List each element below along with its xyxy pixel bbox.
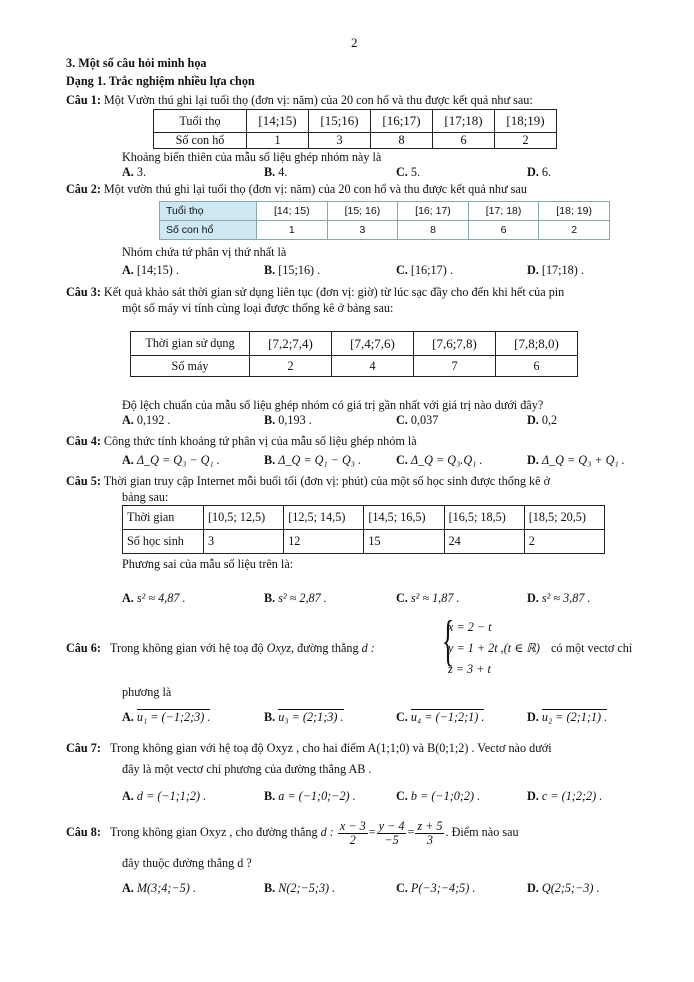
q3-header-time: Thời gian sử dụng xyxy=(131,332,250,356)
q1-option-a[interactable]: A. 3. xyxy=(122,165,147,179)
table-cell: [17;18) xyxy=(433,110,495,133)
table-cell: 1 xyxy=(247,133,309,149)
q4-option-d[interactable]: D. Δ_Q = Q₃ + Q₁ . xyxy=(527,453,625,467)
table-cell: [18; 19) xyxy=(539,202,610,221)
brace-icon: { xyxy=(442,610,455,672)
q1-option-b[interactable]: B. 4. xyxy=(264,165,288,179)
q6-option-c[interactable]: C. u₄ = (−1;2;1) . xyxy=(396,710,485,724)
q3-option-a[interactable]: A. 0,192 . xyxy=(122,413,171,427)
table-cell: 12 xyxy=(284,530,364,554)
table-cell: [10,5; 12,5) xyxy=(204,506,284,530)
q2-stem xyxy=(66,182,527,197)
table-cell: [14;15) xyxy=(247,110,309,133)
q6-option-a[interactable]: A. u₁ = (−1;2;3) . xyxy=(122,710,211,724)
q5-header-count: Số học sinh xyxy=(123,530,204,554)
q2-option-c[interactable]: C. [16;17) . xyxy=(396,263,453,277)
q2-label: Câu 2: xyxy=(66,182,101,196)
q8-line-name: d : xyxy=(320,825,334,839)
q6-option-b[interactable]: B. u₃ = (2;1;3) . xyxy=(264,710,344,724)
q6-stem xyxy=(66,641,375,656)
q8-option-a[interactable]: A. M(3;4;−5) . xyxy=(122,881,196,895)
table-cell: 2 xyxy=(495,133,557,149)
q6-text-line2: phương là xyxy=(122,685,172,699)
table-cell: 3 xyxy=(309,133,371,149)
q2-option-b[interactable]: B. [15;16) . xyxy=(264,263,321,277)
q4-option-c[interactable]: C. Δ_Q = Q₃.Q₁ . xyxy=(396,453,483,467)
q6-text-after: có một vectơ chỉ xyxy=(551,641,633,655)
q1-option-c[interactable]: C. 5. xyxy=(396,165,421,179)
table-cell: [15;16) xyxy=(309,110,371,133)
q6-line-name: d : xyxy=(361,641,375,655)
q2-header-age: Tuổi thọ xyxy=(160,202,257,221)
q3-header-count: Số máy xyxy=(131,356,250,377)
q8-label: Câu 8: xyxy=(66,825,101,839)
q8-fraction-z: $\frac{z + 5}{3}$ xyxy=(417,818,443,847)
q3-text-line2: một số máy vi tính cùng loại được thống kê ở bảng sau: xyxy=(122,301,394,315)
q4-option-a[interactable]: A. Δ_Q = Q₃ − Q₁ . xyxy=(122,453,220,467)
q6-eq2: y = 1 + 2t ,(t ∈ ℝ) xyxy=(448,641,540,655)
q4-label: Câu 4: xyxy=(66,434,101,448)
q8-option-c[interactable]: C. P(−3;−4;5) . xyxy=(396,881,476,895)
q1-text: Một Vườn thú ghi lại tuổi thọ (đơn vị: năm) của 20 con hổ và thu được kết quả như sau: xyxy=(103,93,533,107)
table-cell: 7 xyxy=(414,356,496,377)
table-cell: 15 xyxy=(364,530,444,554)
table-cell: 6 xyxy=(468,221,539,240)
q2-header-count: Số con hổ xyxy=(160,221,257,240)
table-cell: [16;17) xyxy=(371,110,433,133)
q1-label: Câu 1: xyxy=(66,93,101,107)
table-cell: [15; 16) xyxy=(327,202,398,221)
q5-label: Câu 5: xyxy=(66,474,101,488)
q6-eq3: z = 3 + t xyxy=(448,662,491,676)
q2-text: Một vườn thú ghi lại tuổi thọ (đơn vị: năm) của 20 con hổ và thu được kết quả như sau xyxy=(103,182,527,196)
q8-option-b[interactable]: B. N(2;−5;3) . xyxy=(264,881,336,895)
q3-stem xyxy=(66,285,564,300)
table-cell: [14,5; 16,5) xyxy=(364,506,444,530)
q3-option-b[interactable]: B. 0,193 . xyxy=(264,413,312,427)
table-cell: [14; 15) xyxy=(257,202,328,221)
q6-text: Trong không gian với hệ toạ độ xyxy=(110,641,264,655)
q8-fraction-x: $\frac{x - 3}{2}$ xyxy=(339,818,366,847)
q8-fraction-y: $\frac{y - 4}{-5}$ xyxy=(378,818,405,847)
table-cell: 6 xyxy=(433,133,495,149)
q6-option-d[interactable]: D. u₂ = (2;1;1) . xyxy=(527,710,608,724)
q5-text: Thời gian truy cập Internet mỗi buổi tối (đơn vị: phút) của một số học sinh được thống kê ở xyxy=(103,474,551,488)
table-cell: [16,5; 18,5) xyxy=(444,506,524,530)
table-cell: [7,6;7,8) xyxy=(414,332,496,356)
q5-question: Phương sai của mẫu số liệu trên là: xyxy=(122,557,294,571)
q8-text-after: . Điểm nào sau xyxy=(445,825,519,839)
section-title: 3. Một số câu hỏi minh họa xyxy=(66,56,207,70)
table-cell: 4 xyxy=(332,356,414,377)
table-cell: [7,4;7,6) xyxy=(332,332,414,356)
q5-option-b[interactable]: B. s² ≈ 2,87 . xyxy=(264,591,327,605)
table-cell: [7,2;7,4) xyxy=(250,332,332,356)
table-cell: [16; 17) xyxy=(398,202,469,221)
q7-option-b[interactable]: B. a = (−1;0;−2) . xyxy=(264,789,356,803)
q8-option-d[interactable]: D. Q(2;5;−3) . xyxy=(527,881,600,895)
q3-option-d[interactable]: D. 0,2 xyxy=(527,413,558,427)
q5-option-a[interactable]: A. s² ≈ 4,87 . xyxy=(122,591,186,605)
q2-option-d[interactable]: D. [17;18) . xyxy=(527,263,584,277)
q2-table xyxy=(159,201,610,240)
q8-text-line2: đây thuộc đường thẳng d ? xyxy=(122,856,252,870)
table-cell: [18,5; 20,5) xyxy=(524,506,604,530)
q1-table xyxy=(153,109,557,149)
table-cell: 2 xyxy=(524,530,604,554)
q5-table xyxy=(122,505,605,554)
table-cell: [12,5; 14,5) xyxy=(284,506,364,530)
table-cell: 8 xyxy=(371,133,433,149)
q5-option-c[interactable]: C. s² ≈ 1,87 . xyxy=(396,591,460,605)
q1-stem xyxy=(66,93,533,108)
q7-label: Câu 7: xyxy=(66,741,101,755)
q5-stem xyxy=(66,474,550,489)
q2-question: Nhóm chứa tứ phân vị thứ nhất là xyxy=(122,245,287,259)
table-cell: 3 xyxy=(204,530,284,554)
q7-option-a[interactable]: A. d = (−1;1;2) . xyxy=(122,789,207,803)
subsection-title: Dạng 1. Trắc nghiệm nhiều lựa chọn xyxy=(66,74,255,88)
q1-header-count: Số con hổ xyxy=(154,133,247,149)
q6-text-mid: , đường thẳng xyxy=(291,641,359,655)
q7-text: Trong không gian với hệ toạ độ Oxyz , cho hai điểm A(1;1;0) và B(0;1;2) . Vectơ nào dưới xyxy=(110,741,552,755)
q2-option-a[interactable]: A. [14;15) . xyxy=(122,263,179,277)
q1-header-age: Tuổi thọ xyxy=(154,110,247,133)
q5-header-time: Thời gian xyxy=(123,506,204,530)
table-cell: [7,8;8,0) xyxy=(496,332,578,356)
q7-option-c[interactable]: C. b = (−1;0;2) . xyxy=(396,789,481,803)
table-cell: 2 xyxy=(539,221,610,240)
table-cell: 8 xyxy=(398,221,469,240)
q5-option-d[interactable]: D. s² ≈ 3,87 . xyxy=(527,591,591,605)
q7-stem xyxy=(66,741,552,756)
table-cell: 2 xyxy=(250,356,332,377)
table-cell: 6 xyxy=(496,356,578,377)
q7-option-d[interactable]: D. c = (1;2;2) . xyxy=(527,789,603,803)
q6-eq1: x = 2 − t xyxy=(448,620,492,634)
table-cell: 24 xyxy=(444,530,524,554)
q3-question: Độ lệch chuẩn của mẫu số liệu ghép nhóm có giá trị gần nhất với giá trị nào dưới đây? xyxy=(122,398,544,412)
q6-label: Câu 6: xyxy=(66,641,101,655)
q6-space: Oxyz xyxy=(266,641,292,655)
q4-text: Công thức tính khoảng tứ phân vị của mẫu số liệu ghép nhóm là xyxy=(103,434,417,448)
table-cell: 3 xyxy=(327,221,398,240)
q1-option-d[interactable]: D. 6. xyxy=(527,165,552,179)
q5-text-line2: bảng sau: xyxy=(122,490,169,504)
q4-stem xyxy=(66,434,417,449)
q8-text: Trong không gian Oxyz , cho đường thẳng xyxy=(110,825,318,839)
q3-label: Câu 3: xyxy=(66,285,101,299)
table-cell: [18;19) xyxy=(495,110,557,133)
table-cell: [17; 18) xyxy=(468,202,539,221)
q4-option-b[interactable]: B. Δ_Q = Q₁ − Q₃ . xyxy=(264,453,362,467)
q3-table xyxy=(130,331,578,377)
q7-text-line2: đây là một vectơ chỉ phương của đường thẳng AB . xyxy=(122,762,372,776)
page-number: 2 xyxy=(351,35,358,50)
q8-stem: Câu 8: Trong không gian Oxyz , cho đường thẳng d : $\frac{x - 3}{2}$ = $\frac{y - 4}{-5}$ = $\frac{z + 5}{3}$ . Điểm nào sau xyxy=(66,818,519,847)
q3-text: Kết quả khảo sát thời gian sử dụng liên tục (đơn vị: giờ) từ lúc sạc đầy cho đến khi hết của pin xyxy=(103,285,565,299)
table-cell: 1 xyxy=(257,221,328,240)
q1-question: Khoảng biến thiên của mẫu số liệu ghép nhóm này là xyxy=(122,150,382,164)
q3-option-c[interactable]: C. 0,037 xyxy=(396,413,439,427)
